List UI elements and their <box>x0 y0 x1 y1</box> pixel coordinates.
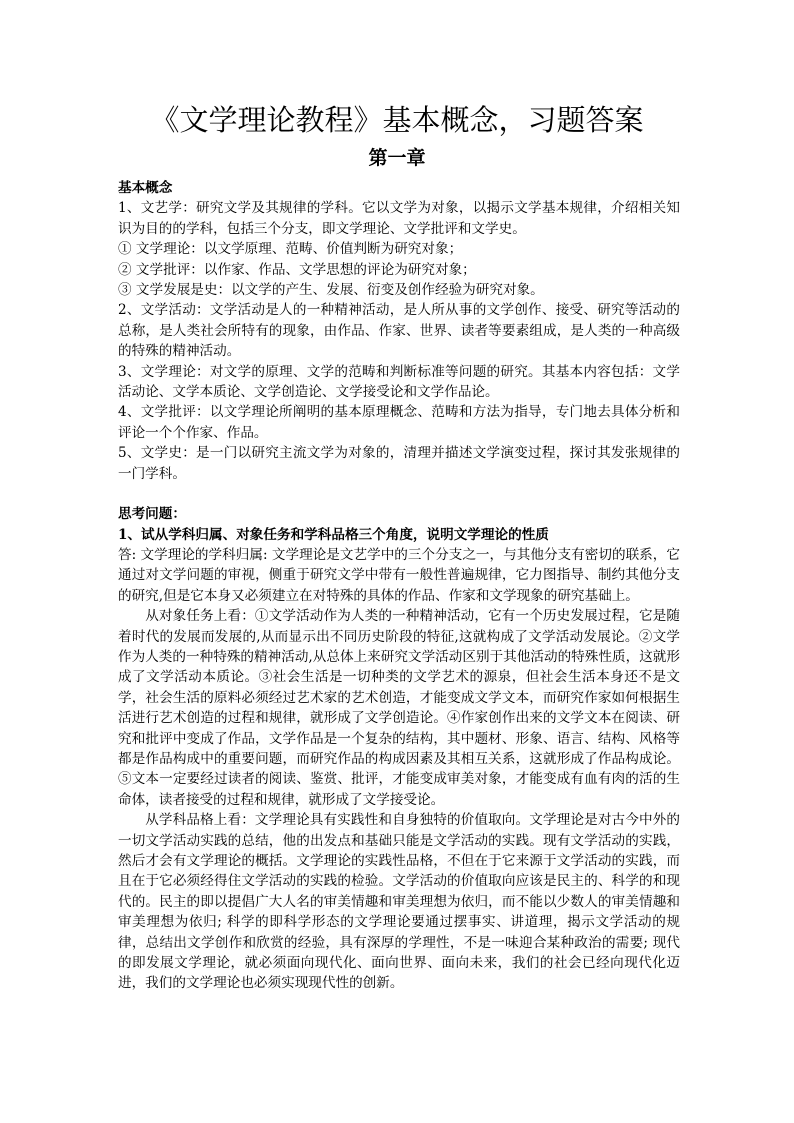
concept-item: 5、文学史：是一门以研究主流文学为对象的，清理并描述文学演变过程，探讨其发张规律的一门学科。 <box>118 445 680 482</box>
questions-heading: 思考问题： <box>118 506 186 523</box>
concepts-heading: 基本概念 <box>118 180 173 196</box>
chapter-heading: 第一章 <box>368 147 426 169</box>
concept-item: 3、文学理论：对文学的原理、文学的范畴和判断标准等问题的研究。其基本内容包括：文学活动论、文学本质论、文学创造论、文学接受论和文学作品论。 <box>118 363 680 401</box>
concept-item: ③ 文学发展是史：以文学的产生、发展、衍变及创作经验为研究对象。 <box>118 282 544 299</box>
section-spacer <box>118 484 680 504</box>
concept-item: ② 文学批评：以作家、作品、文学思想的评论为研究对象； <box>118 261 476 278</box>
concept-item: 1、文艺学：研究文学及其规律的学科。它以文学为对象，以揭示文学基本规律，介绍相关知识为目的的学科，包括三个分支，即文学理论、文学批评和文学史。 <box>118 200 680 237</box>
answer-paragraph: 从对象任务上看：①文学活动作为人类的一种精神活动，它有一个历史发展过程，它是随着时代的发展而发展的,从而显示出不同历史阶段的特征,这就构成了文学活动发展论。②文学作为人类的一种特殊的精神活动,从总体上来研究文学活动区别于其他活动的特殊性质，这就形成了文学活动本质论。③社会生活是一切种类的文学艺术的源泉，但社会生活本身还不是文学，社会生活的原料必须经过艺术家的艺术创造，才能变成文学文本，而研究作家如何根据生活进行艺术创造的过程和规律，就形成了文学创造论。④作家创作出来的文学文本在阅读、研究和批评中变成了作品，文学作品是一个复杂的结构，其中题材、形象、语言、结构、风格等都是作品构成中的重要问题，而研究作品的构成因素及其相互关系，这就形成了作品构成论。⑤文本一定要经过读者的阅读、鉴赏、批评，才能变成审美对象，才能变成有血有肉的活的生命体，读者接受的过程和规律，就形成了文学接受论。 <box>118 608 680 808</box>
concept-item: ① 文学理论：以文学原理、范畴、价值判断为研究对象； <box>118 241 463 258</box>
answer-paragraph: 答: 文学理论的学科归属: 文学理论是文艺学中的三个分支之一，与其他分支有密切的联系，它通过对文学问题的审视，侧重于研究文学中带有一般性普遍规律，它力图指导、制约其他分支的研究,但是它本身又必须建立在对特殊的具体的作品、作家和文学现象的研究基础上。 <box>118 546 680 604</box>
question-title: 1、试从学科归属、对象任务和学科品格三个角度，说明文学理论的性质 <box>118 526 549 543</box>
document-body <box>118 178 680 994</box>
concept-item: 2、文学活动：文学活动是人的一种精神活动，是人所从事的文学创作、接受、研究等活动的总称，是人类社会所特有的现象，由作品、作家、世界、读者等要素组成，是人类的一种高级的特殊的精神活动。 <box>118 302 680 360</box>
document-title: 《文学理论教程》基本概念，习题答案 <box>150 103 644 137</box>
concept-item: 4、文学批评：以文学理论所阐明的基本原理概念、范畴和方法为指导，专门地去具体分析和评论一个个作家、作品。 <box>118 404 680 441</box>
answer-paragraph: 从学科品格上看：文学理论具有实践性和自身独特的价值取向。文学理论是对古今中外的一切文学活动实践的总结，他的出发点和基础只能是文学活动的实践。现有文学活动的实践，然后才会有文学理论的概括。文学理论的实践性品格，不但在于它来源于文学活动的实践，而且在于它必须经得住文学活动的实践的检验。文学活动的价值取向应该是民主的、科学的和现代的。民主的即以提倡广大人名的审美情趣和审美理想为依归，而不能以少数人的审美情趣和审美理想为依归; 科学的即科学形态的文学理论要通过摆事实、讲道理，揭示文学活动的规律，总结出文学创作和欣赏的经验，具有深厚的学理性，不是一味迎合某种政治的需要; 现代的即发展文学理论，就必须面向现代化、面向世界、面向未来，我们的社会已经向现代化迈进，我们的文学理论也必须实现现代性的创新。 <box>118 812 680 992</box>
